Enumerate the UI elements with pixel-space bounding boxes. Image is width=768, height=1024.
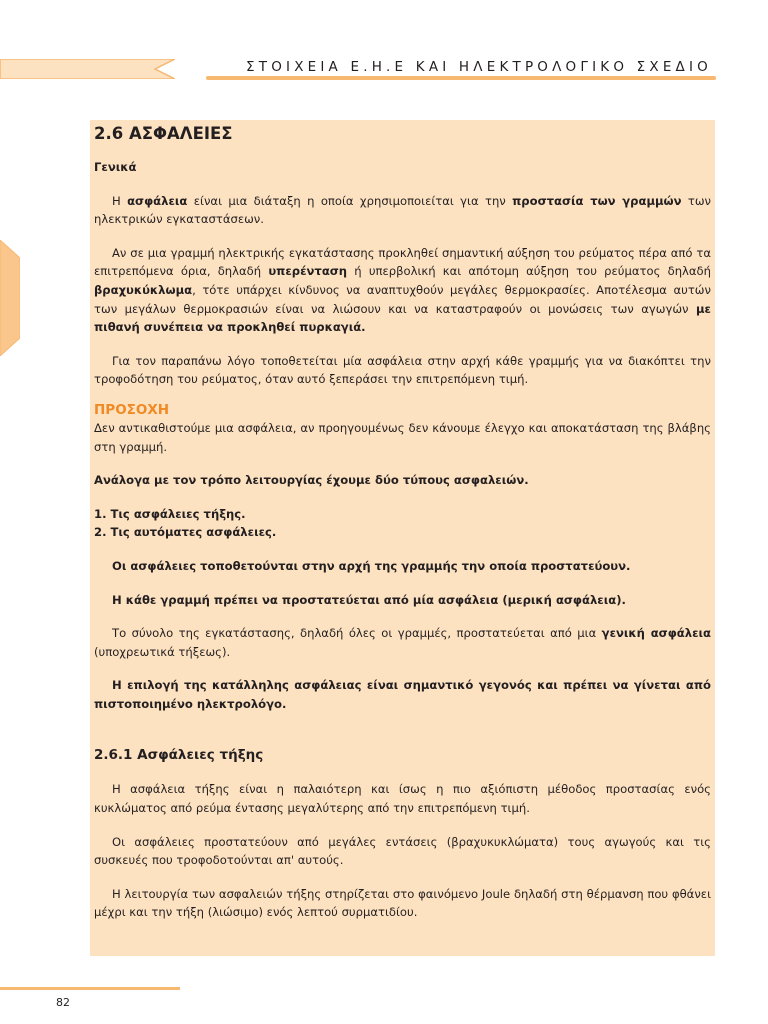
warning-heading: ΠΡΟΣΟΧΗ — [94, 401, 170, 418]
paragraph-overcurrent: Αν σε μια γραμμή ηλεκτρικής εγκατάστασης προκληθεί σημαντική αύξηση του ρεύματος πέρα από τα επιτρεπόμενα όρια, δηλαδή υπερένταση ή υπερβολική και απότομη αύξηση του ρεύματος δηλαδή βραχυκύκλωμα, τότε υπάρχει κίνδυνος να αναπτυχθούν μεγάλες θερμοκρασίες. Αποτέλεσμα αυτών των μεγάλων θερμοκρασιών είναι να λιώσουν και να καταστραφούν οι μονώσεις των αγωγών με πιθανή συνέπεια να προκληθεί πυρκαγιά. — [94, 245, 711, 335]
page-number: 82 — [56, 996, 70, 1009]
paragraph-definition: Η ασφάλεια είναι μια διάταξη η οποία χρησιμοποιείται για την προστασία των γραμμών των ηλεκτρικών εγκαταστάσεων. — [94, 193, 712, 227]
paragraph-reason: Για τον παραπάνω λόγο τοποθετείται μία ασφάλεια στην αρχή κάθε γραμμής για να διακόπτει την τροφοδότηση του ρεύματος, όταν αυτό ξεπεράσει την επιτρεπόμενη τιμή. — [94, 353, 711, 387]
paragraph-general-fuse: Το σύνολο της εγκατάστασης, δηλαδή όλες οι γραμμές, προστατεύεται από μια γενική ασφάλεια (υποχρεωτικά τήξεως). — [94, 626, 712, 659]
header-rule — [206, 76, 716, 80]
section-title: 2.6 ΑΣΦΑΛΕΙΕΣ — [94, 124, 233, 143]
general-heading: Γενικά — [94, 160, 137, 174]
side-tab — [0, 240, 20, 356]
type-item-2: 2. Τις αυτόματες ασφάλειες. — [94, 525, 277, 540]
type-item-1: 1. Τις ασφάλειες τήξης. — [94, 506, 246, 521]
subsection-paragraph-3: Η λειτουργία των ασφαλειών τήξης στηρίζεται στο φαινόμενο Joule δηλαδή στη θέρμανση που φθάνει μέχρι και την τήξη (λιώσιμο) ενός λεπτού συρματιδίου. — [94, 886, 711, 920]
footer-rule — [0, 987, 180, 990]
header-title: ΣΤΟΙΧΕΙΑ Ε.Η.Ε ΚΑΙ ΗΛΕΚΤΡΟΛΟΓΙΚΟ ΣΧΕΔΙΟ — [246, 59, 712, 75]
subsection-paragraph-2: Οι ασφάλειες προστατεύουν από μεγάλες εντάσεις (βραχυκυκλώματα) τους αγωγούς και τις συσκευές που τροφοδοτούνται απ' αυτούς. — [94, 834, 711, 868]
types-intro: Ανάλογα με τον τρόπο λειτουργίας έχουμε δύο τύπους ασφαλειών. — [94, 473, 529, 488]
rule-partial-fuse: Η κάθε γραμμή πρέπει να προστατεύεται από μία ασφάλεια (μερική ασφάλεια). — [112, 592, 626, 607]
rule-certified-electrician: Η επιλογή της κατάλληλης ασφάλειας είναι σημαντικό γεγονός και πρέπει να γίνεται από πιστοποιημένο ηλεκτρολόγο. — [94, 678, 711, 711]
rule-placement: Οι ασφάλειες τοποθετούνται στην αρχή της γραμμής την οποία προστατεύουν. — [112, 558, 631, 573]
header-ribbon — [0, 59, 175, 79]
warning-text: Δεν αντικαθιστούμε μια ασφάλεια, αν προηγουμένως δεν κάνουμε έλεγχο και αποκατάσταση της βλάβης στη γραμμή. — [94, 420, 711, 454]
subsection-paragraph-1: Η ασφάλεια τήξης είναι η παλαιότερη και ίσως η πιο αξιόπιστη μέθοδος προστασίας ενός κυκλώματος από ρεύμα έντασης μεγαλύτερης από την επιτρεπόμενη τιμή. — [94, 782, 711, 816]
content-box — [90, 120, 715, 956]
subsection-title: 2.6.1 Ασφάλειες τήξης — [94, 747, 264, 764]
